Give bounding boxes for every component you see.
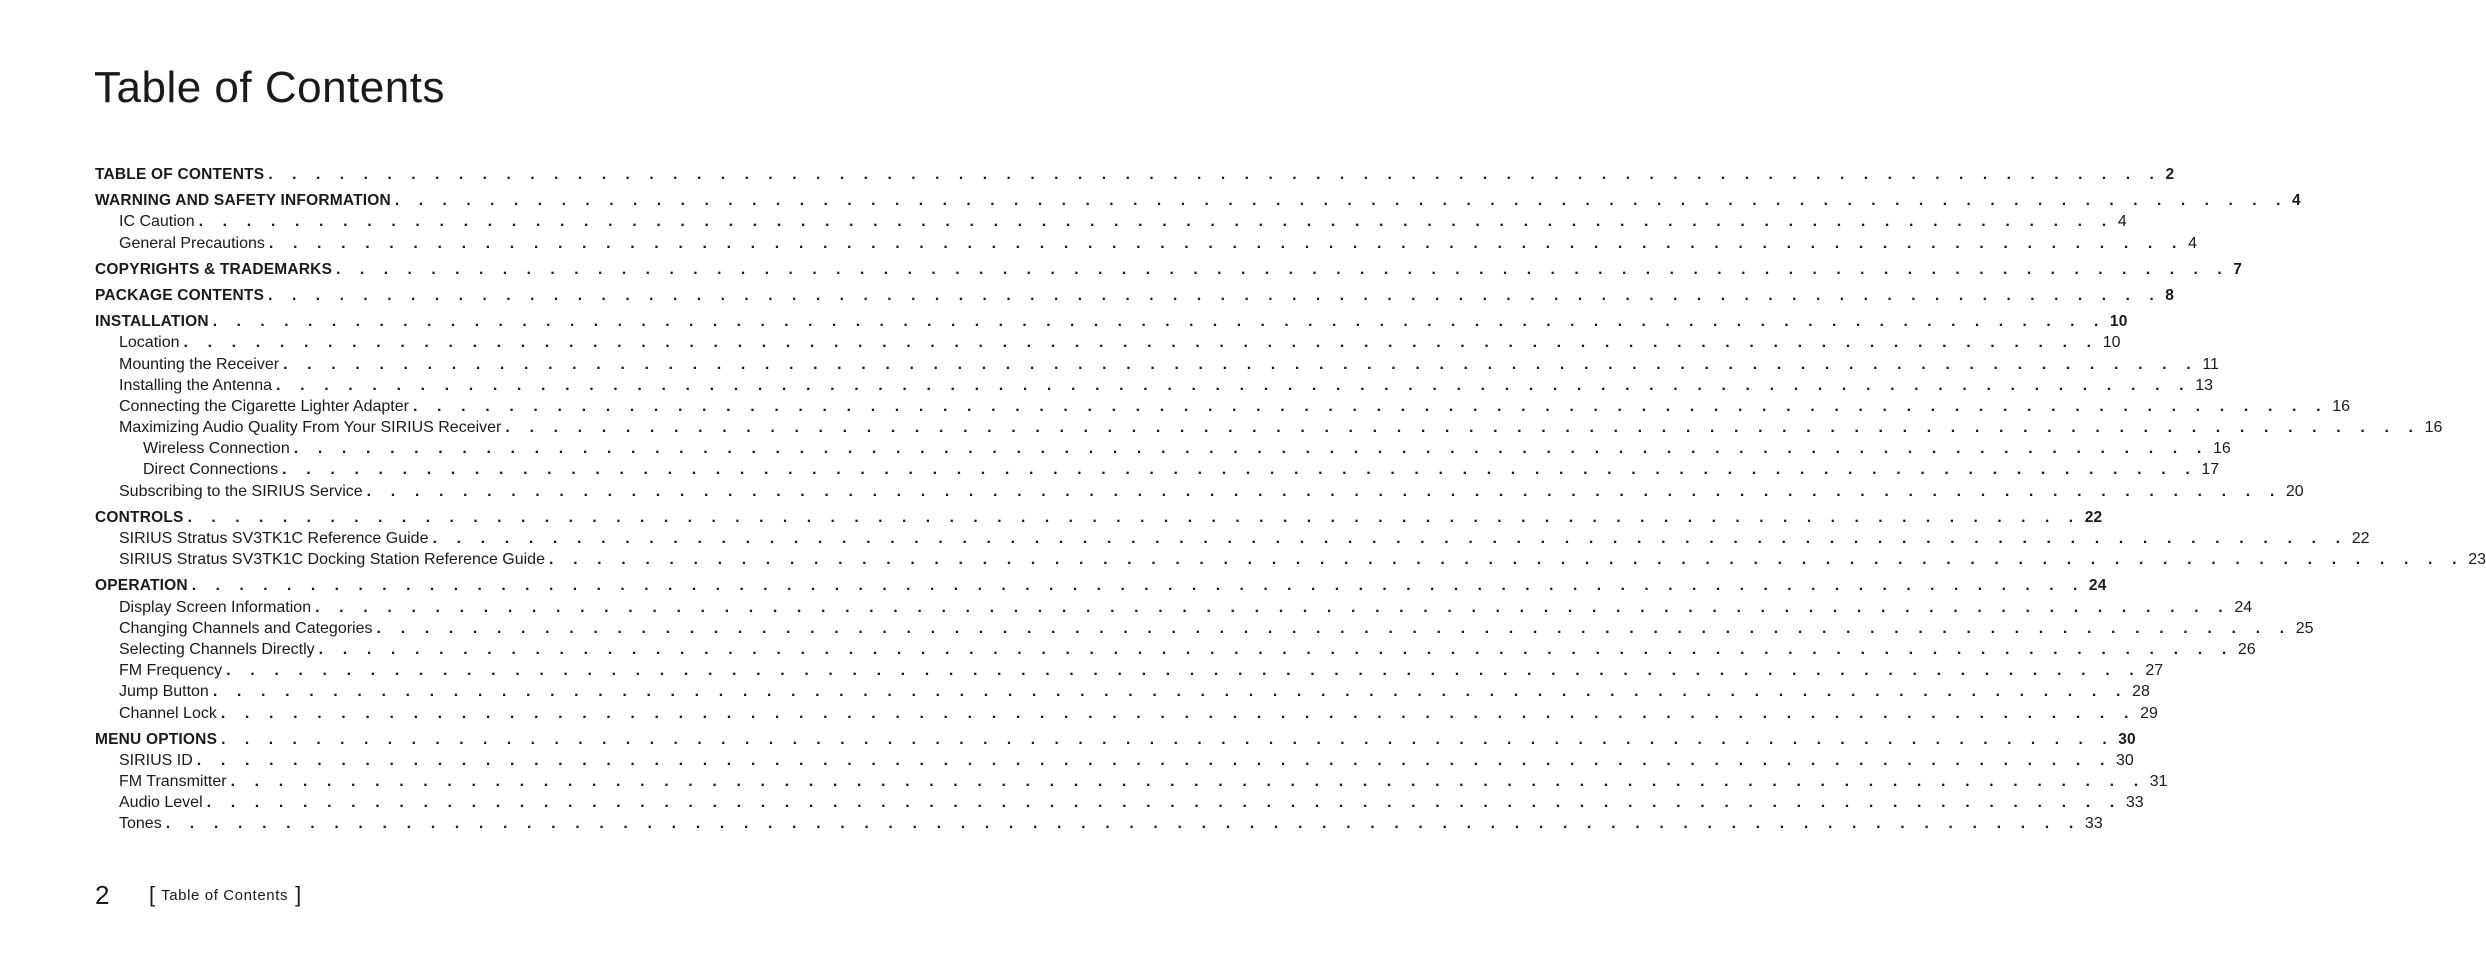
dot-leader: . . . . . . . . . . . . . . . . . . . . . . . . . . . . . . . . . . . . . . . . . . . . . . . . . . . . . . . . . . . . . . . . . . . . . . . . . . . . . . . . bbox=[220, 704, 2137, 722]
toc-entry-title: Channel Lock bbox=[119, 704, 217, 722]
toc-entry-title: Connecting the Cigarette Lighter Adapter bbox=[119, 397, 409, 415]
toc-entry-title: IC Caution bbox=[119, 213, 195, 231]
dot-leader: . . . . . . . . . . . . . . . . . . . . . . . . . . . . . . . . . . . . . . . . . . . . . . . . . . . . . . . . . . . . . . . . . . . . . . . . . . . . . . . . bbox=[412, 397, 2329, 415]
page-title: Table of Contents bbox=[94, 63, 445, 112]
toc-entry-page-number: 4 bbox=[2117, 213, 2127, 231]
toc-entry-page-number: 13 bbox=[2195, 376, 2214, 394]
toc-section-group bbox=[95, 285, 2175, 306]
toc-entry-page-number: 7 bbox=[2233, 260, 2243, 278]
toc-entry-title: Location bbox=[119, 334, 180, 352]
toc-entry-title: SIRIUS Stratus SV3TK1C Docking Station Reference Guide bbox=[119, 551, 545, 569]
dot-leader: . . . . . . . . . . . . . . . . . . . . . . . . . . . . . . . . . . . . . . . . . . . . . . . . . . . . . . . . . . . . . . . . . . . . . . . . . . . . . . . . bbox=[221, 730, 2115, 748]
toc-subsection-entry[interactable] bbox=[95, 396, 2350, 417]
dot-leader: . . . . . . . . . . . . . . . . . . . . . . . . . . . . . . . . . . . . . . . . . . . . . . . . . . . . . . . . . . . . . . . . . . . . . . . . . . . . . . . . bbox=[336, 260, 2230, 278]
toc-entry-page-number: 30 bbox=[2116, 751, 2134, 769]
page-number: 2 bbox=[95, 879, 110, 910]
toc-section-group bbox=[95, 507, 2486, 571]
toc-subsection-entry[interactable] bbox=[95, 750, 2134, 771]
toc-subsection-entry[interactable] bbox=[95, 233, 2197, 254]
toc-entry-title: Mounting the Receiver bbox=[119, 355, 280, 373]
toc-subsection-entry[interactable] bbox=[95, 481, 2304, 502]
toc-subsection-entry[interactable] bbox=[95, 528, 2370, 549]
toc-entry-page-number: 27 bbox=[2145, 662, 2164, 680]
dot-leader: . . . . . . . . . . . . . . . . . . . . . . . . . . . . . . . . . . . . . . . . . . . . . . . . . . . . . . . . . . . . . . . . . . . . . . . . . . . . . . . . bbox=[191, 577, 2085, 595]
toc-entry-page-number: 20 bbox=[2285, 482, 2304, 500]
toc-entry-page-number: 24 bbox=[2234, 598, 2253, 616]
dot-leader: . . . . . . . . . . . . . . . . . . . . . . . . . . . . . . . . . . . . . . . . . . . . . . . . . . . . . . . . . . . . . . . . . . . . . . . . . . . . . . . . bbox=[226, 662, 2142, 680]
toc-subsection-entry[interactable] bbox=[95, 375, 2214, 396]
dot-leader: . . . . . . . . . . . . . . . . . . . . . . . . . . . . . . . . . . . . . . . . . . . . . . . . . . . . . . . . . . . . . . . . . . . . . . . . . . . . . . . . bbox=[212, 313, 2106, 331]
dot-leader: . . . . . . . . . . . . . . . . . . . . . . . . . . . . . . . . . . . . . . . . . . . . . . . . . . . . . . . . . . . . . . . . . . . . . . . . . . . . . . . . bbox=[212, 683, 2129, 701]
dot-leader: . . . . . . . . . . . . . . . . . . . . . . . . . . . . . . . . . . . . . . . . . . . . . . . . . . . . . . . . . . . . . . . . . . . . . . . . . . . . . . . . bbox=[196, 751, 2113, 769]
toc-entry-title: WARNING AND SAFETY INFORMATION bbox=[95, 192, 391, 210]
dot-leader: . . . . . . . . . . . . . . . . . . . . . . . . . . . . . . . . . . . . . . . . . . . . . . . . . . . . . . . . . . . . . . . . . . . . . . . . . . . . . . . . bbox=[505, 419, 2421, 437]
page-footer bbox=[95, 880, 301, 910]
toc-section-group bbox=[95, 164, 2175, 185]
dot-leader: . . . . . . . . . . . . . . . . . . . . . . . . . . . . . . . . . . . . . . . . . . . . . . . . . . . . . . . . . . . . . . . . . . . . . . . . . . . . . . . . bbox=[548, 551, 2465, 569]
toc-entry-title: Selecting Channels Directly bbox=[119, 640, 315, 658]
dot-leader: . . . . . . . . . . . . . . . . . . . . . . . . . . . . . . . . . . . . . . . . . . . . . . . . . . . . . . . . . . . . . . . . . . . . . . . . . . . . . . . . bbox=[183, 334, 2099, 352]
toc-entry-page-number: 16 bbox=[2332, 397, 2350, 415]
toc-entry-page-number: 16 bbox=[2424, 419, 2443, 437]
toc-entry-page-number: 17 bbox=[2201, 461, 2220, 479]
toc-section-group bbox=[95, 259, 2243, 280]
toc-entry-page-number: 29 bbox=[2140, 704, 2158, 722]
dot-leader: . . . . . . . . . . . . . . . . . . . . . . . . . . . . . . . . . . . . . . . . . . . . . . . . . . . . . . . . . . . . . . . . . . . . . . . . . . . . . . . . bbox=[206, 794, 2122, 812]
dot-leader: . . . . . . . . . . . . . . . . . . . . . . . . . . . . . . . . . . . . . . . . . . . . . . . . . . . . . . . . . . . . . . . . . . . . . . . . . . . . . . . . bbox=[366, 482, 2282, 500]
footer-section-label: Table of Contents bbox=[161, 886, 289, 904]
toc-entry-page-number: 16 bbox=[2212, 440, 2231, 458]
toc-subsection-entry[interactable] bbox=[95, 681, 2150, 702]
dot-leader: . . . . . . . . . . . . . . . . . . . . . . . . . . . . . . . . . . . . . . . . . . . . . . . . . . . . . . . . . . . . . . . . . . . . . . . . . . . . . . . . bbox=[394, 192, 2289, 210]
dot-leader: . . . . . . . . . . . . . . . . . . . . . . . . . . . . . . . . . . . . . . . . . . . . . . . . . . . . . . . . . . . . . . . . . . . . . . . . . . . . . . . . bbox=[282, 461, 2198, 479]
toc-entry-title: MENU OPTIONS bbox=[95, 730, 218, 748]
toc-section-entry[interactable] bbox=[95, 190, 2301, 211]
toc-section-entry[interactable] bbox=[95, 311, 2128, 332]
toc-entry-title: INSTALLATION bbox=[95, 313, 209, 331]
dot-leader: . . . . . . . . . . . . . . . . . . . . . . . . . . . . . . . . . . . . . . . . . . . . . . . . . . . . . . . . . . . . . . . . . . . . . . . . . . . . . . . . bbox=[268, 166, 2162, 183]
toc-entry-page-number: 8 bbox=[2165, 286, 2175, 304]
dot-leader: . . . . . . . . . . . . . . . . . . . . . . . . . . . . . . . . . . . . . . . . . . . . . . . . . . . . . . . . . . . . . . . . . . . . . . . . . . . . . . . . bbox=[268, 234, 2185, 252]
toc-subsection-entry[interactable] bbox=[95, 417, 2443, 438]
dot-leader: . . . . . . . . . . . . . . . . . . . . . . . . . . . . . . . . . . . . . . . . . . . . . . . . . . . . . . . . . . . . . . . . . . . . . . . . . . . . . . . . bbox=[283, 355, 2199, 373]
dot-leader: . . . . . . . . . . . . . . . . . . . . . . . . . . . . . . . . . . . . . . . . . . . . . . . . . . . . . . . . . . . . . . . . . . . . . . . . . . . . . . . . bbox=[376, 619, 2292, 637]
dot-leader: . . . . . . . . . . . . . . . . . . . . . . . . . . . . . . . . . . . . . . . . . . . . . . . . . . . . . . . . . . . . . . . . . . . . . . . . . . . . . . . . bbox=[318, 640, 2234, 658]
toc-subsection-entry[interactable] bbox=[95, 332, 2121, 353]
toc-entry-page-number: 33 bbox=[2125, 794, 2144, 812]
toc-subsection-entry[interactable] bbox=[95, 354, 2219, 375]
toc-section-entry[interactable] bbox=[95, 507, 2103, 528]
toc-subsection-entry[interactable] bbox=[95, 618, 2314, 639]
toc-subsection-entry[interactable] bbox=[95, 792, 2144, 813]
toc-entry-page-number: 4 bbox=[2292, 192, 2301, 210]
toc-section-entry[interactable] bbox=[95, 164, 2175, 185]
dot-leader: . . . . . . . . . . . . . . . . . . . . . . . . . . . . . . . . . . . . . . . . . . . . . . . . . . . . . . . . . . . . . . . . . . . . . . . . . . . . . . . . bbox=[165, 815, 2081, 833]
toc-entry-title: FM Transmitter bbox=[119, 773, 227, 791]
toc-section-group bbox=[95, 190, 2301, 254]
toc-subsection-entry[interactable] bbox=[95, 597, 2253, 618]
toc-subsection-entry[interactable] bbox=[95, 459, 2220, 480]
toc-section-entry[interactable] bbox=[95, 575, 2107, 596]
toc-subsection-entry[interactable] bbox=[95, 211, 2127, 232]
toc-entry-page-number: 33 bbox=[2084, 815, 2103, 833]
toc-entry-title: Jump Button bbox=[119, 683, 209, 701]
toc-entry-title: FM Frequency bbox=[119, 662, 223, 680]
toc-entry-title: Installing the Antenna bbox=[119, 376, 273, 394]
toc-entry-title: COPYRIGHTS & TRADEMARKS bbox=[95, 260, 333, 278]
toc-section-entry[interactable] bbox=[95, 285, 2175, 306]
toc-subsection-entry[interactable] bbox=[95, 438, 2231, 459]
dot-leader: . . . . . . . . . . . . . . . . . . . . . . . . . . . . . . . . . . . . . . . . . . . . . . . . . . . . . . . . . . . . . . . . . . . . . . . . . . . . . . . . bbox=[293, 440, 2209, 458]
toc-subsection-entry[interactable] bbox=[95, 639, 2256, 660]
toc-subsection-entry[interactable] bbox=[95, 813, 2103, 834]
toc-entry-title: CONTROLS bbox=[95, 508, 184, 526]
toc-entry-page-number: 28 bbox=[2132, 683, 2150, 701]
toc-entry-page-number: 25 bbox=[2295, 619, 2314, 637]
dot-leader: . . . . . . . . . . . . . . . . . . . . . . . . . . . . . . . . . . . . . . . . . . . . . . . . . . . . . . . . . . . . . . . . . . . . . . . . . . . . . . . . bbox=[268, 286, 2162, 304]
toc-entry-title: Display Screen Information bbox=[119, 598, 312, 616]
toc-entry-page-number: 24 bbox=[2088, 577, 2107, 595]
footer-open-bracket: [ bbox=[149, 882, 156, 907]
toc-entry-title: TABLE OF CONTENTS bbox=[95, 166, 265, 183]
toc-section-group bbox=[95, 575, 2314, 723]
dot-leader: . . . . . . . . . . . . . . . . . . . . . . . . . . . . . . . . . . . . . . . . . . . . . . . . . . . . . . . . . . . . . . . . . . . . . . . . . . . . . . . . bbox=[230, 773, 2146, 791]
toc-entry-page-number: 26 bbox=[2237, 640, 2256, 658]
toc-subsection-entry[interactable] bbox=[95, 771, 2168, 792]
dot-leader: . . . . . . . . . . . . . . . . . . . . . . . . . . . . . . . . . . . . . . . . . . . . . . . . . . . . . . . . . . . . . . . . . . . . . . . . . . . . . . . . bbox=[187, 508, 2081, 526]
toc-entry-page-number: 10 bbox=[2109, 313, 2128, 331]
toc-entry-page-number: 22 bbox=[2351, 530, 2370, 547]
toc-entry-title: PACKAGE CONTENTS bbox=[95, 286, 265, 304]
toc-entry-page-number: 10 bbox=[2102, 334, 2121, 352]
toc-entry-page-number: 23 bbox=[2468, 551, 2486, 569]
toc-entry-page-number: 11 bbox=[2202, 355, 2219, 373]
toc-entry-title: Direct Connections bbox=[143, 461, 279, 479]
toc-entry-page-number: 4 bbox=[2188, 234, 2197, 252]
toc-subsection-entry[interactable] bbox=[95, 703, 2158, 724]
toc-subsection-entry[interactable] bbox=[95, 549, 2486, 570]
toc-entry-title: General Precautions bbox=[119, 234, 265, 252]
dot-leader: . . . . . . . . . . . . . . . . . . . . . . . . . . . . . . . . . . . . . . . . . . . . . . . . . . . . . . . . . . . . . . . . . . . . . . . . . . . . . . . . bbox=[198, 213, 2114, 231]
toc-entry-title: OPERATION bbox=[95, 577, 188, 595]
dot-leader: . . . . . . . . . . . . . . . . . . . . . . . . . . . . . . . . . . . . . . . . . . . . . . . . . . . . . . . . . . . . . . . . . . . . . . . . . . . . . . . . bbox=[432, 530, 2348, 547]
toc-section-group bbox=[95, 729, 2168, 835]
dot-leader: . . . . . . . . . . . . . . . . . . . . . . . . . . . . . . . . . . . . . . . . . . . . . . . . . . . . . . . . . . . . . . . . . . . . . . . . . . . . . . . . bbox=[315, 598, 2231, 616]
toc-entry-title: SIRIUS ID bbox=[119, 751, 193, 769]
toc-section-entry[interactable] bbox=[95, 259, 2243, 280]
toc-entry-page-number: 31 bbox=[2149, 773, 2168, 791]
toc-entry-title: SIRIUS Stratus SV3TK1C Reference Guide bbox=[119, 530, 429, 547]
dot-leader: . . . . . . . . . . . . . . . . . . . . . . . . . . . . . . . . . . . . . . . . . . . . . . . . . . . . . . . . . . . . . . . . . . . . . . . . . . . . . . . . bbox=[276, 376, 2192, 394]
table-of-contents bbox=[95, 164, 2486, 840]
toc-entry-title: Wireless Connection bbox=[143, 440, 290, 458]
toc-entry-title: Maximizing Audio Quality From Your SIRIUS Receiver bbox=[119, 419, 502, 437]
toc-entry-title: Tones bbox=[119, 815, 162, 833]
toc-entry-page-number: 22 bbox=[2084, 508, 2103, 526]
toc-entry-page-number: 2 bbox=[2165, 166, 2175, 183]
toc-entry-title: Changing Channels and Categories bbox=[119, 619, 373, 637]
toc-section-group bbox=[95, 311, 2443, 502]
toc-entry-title: Audio Level bbox=[119, 794, 203, 812]
footer-close-bracket: ] bbox=[295, 882, 302, 907]
toc-entry-title: Subscribing to the SIRIUS Service bbox=[119, 482, 363, 500]
toc-subsection-entry[interactable] bbox=[95, 660, 2164, 681]
toc-section-entry[interactable] bbox=[95, 729, 2136, 750]
toc-entry-page-number: 30 bbox=[2118, 730, 2136, 748]
